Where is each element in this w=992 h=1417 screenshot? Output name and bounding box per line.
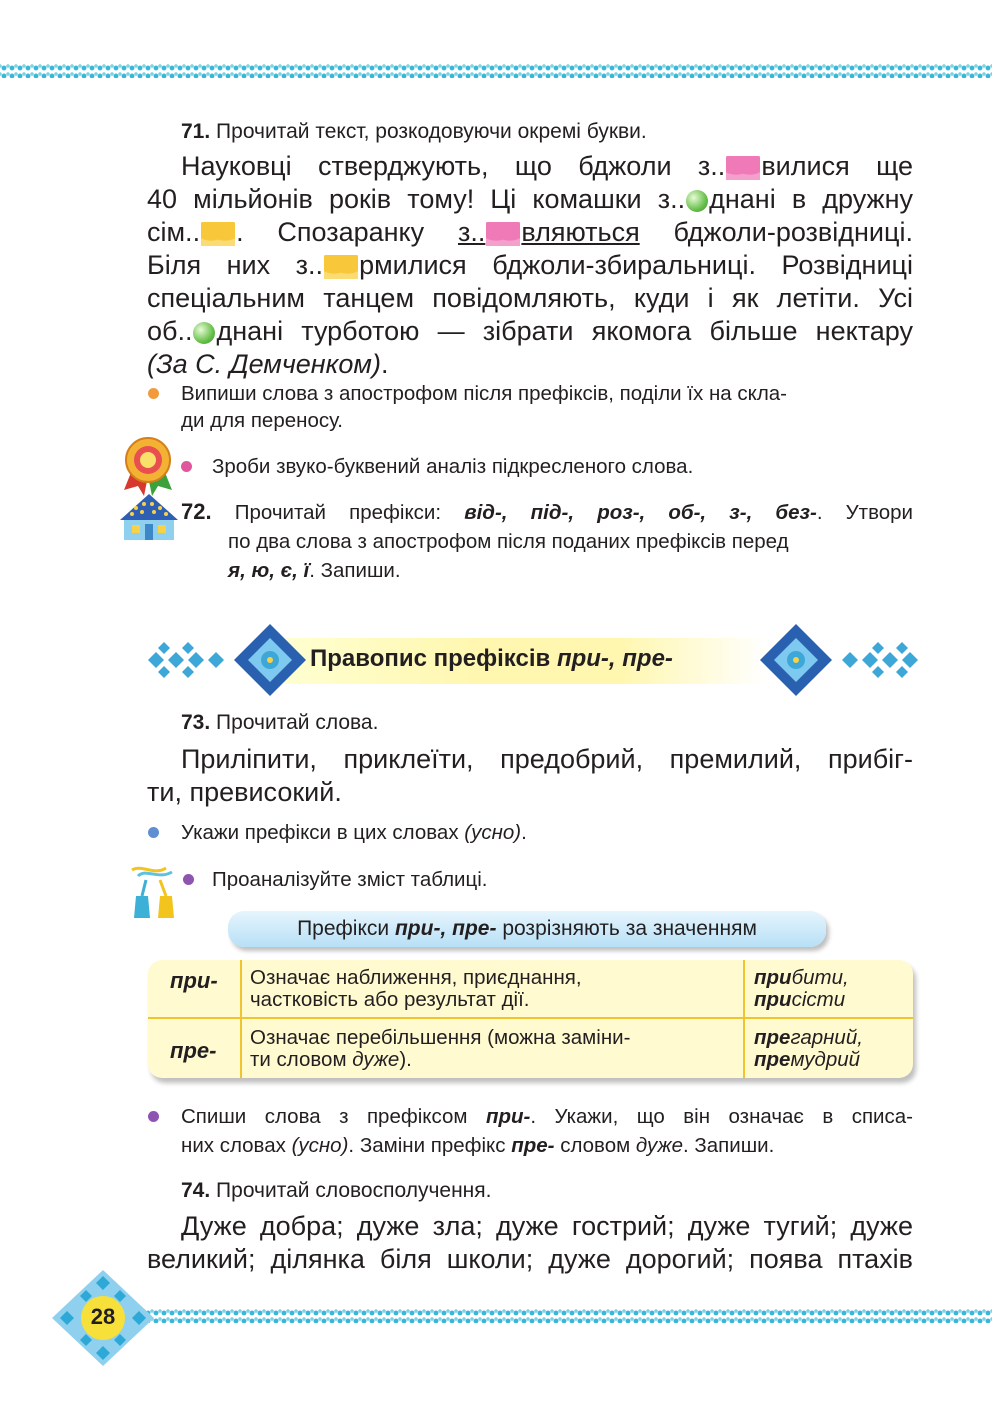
text-fragment: . Запиши. xyxy=(309,559,401,582)
orange-bullet-icon xyxy=(148,388,159,399)
text-fragment: Науковці стверджують, що бджоли з.. xyxy=(181,151,726,181)
example-rest: гарний, xyxy=(790,1026,863,1049)
task-bullet: Зроби звуко-буквений аналіз підкресленого слова. xyxy=(212,455,694,478)
text-fragment: вилися ще xyxy=(761,151,913,181)
text-line xyxy=(181,497,913,527)
text-fragment: об.. xyxy=(147,316,193,346)
medal-icon xyxy=(118,436,178,496)
pink-butterfly-icon xyxy=(726,156,760,180)
table-prefix-cell xyxy=(170,970,218,992)
table-prefix-cell xyxy=(170,1040,216,1062)
text-line: Дуже добра; дуже зла; дуже гострий; дуже тугий; дуже xyxy=(181,1211,913,1241)
top-ornament-border xyxy=(0,64,992,78)
text-fragment: сім.. xyxy=(147,217,201,247)
text-fragment: . xyxy=(521,821,527,844)
right-ornament-icon xyxy=(758,622,928,698)
prefix-label: при- xyxy=(170,968,218,993)
text-line xyxy=(181,556,913,585)
green-ball-icon xyxy=(193,322,215,344)
example-word xyxy=(754,1049,863,1071)
example-rest: сісти xyxy=(791,988,846,1011)
prefix-list: від-, під-, роз-, об-, з-, без- xyxy=(464,501,817,524)
purple-bullet-icon xyxy=(183,874,194,885)
text-fragment: . Утвори xyxy=(816,501,913,524)
text-line: ти, превисокий. xyxy=(147,777,342,807)
purple-bullet-icon xyxy=(148,1111,159,1122)
tassels-icon xyxy=(126,862,182,922)
bottom-ornament-border xyxy=(128,1309,992,1323)
text-fragment: Біля них з.. xyxy=(147,250,324,280)
caption-text: Префікси xyxy=(297,917,390,940)
text-fragment: 40 мільйонів років тому! Ці комашки з.. xyxy=(147,184,686,214)
instruction-text: Прочитай текст, розкодовуючи окремі букви. xyxy=(216,120,647,143)
yellow-butterfly-icon xyxy=(324,255,358,279)
table-meaning-cell xyxy=(250,967,582,1011)
example-rest: бити, xyxy=(791,966,849,989)
text-fragment: ти словом xyxy=(250,1048,347,1071)
example-word xyxy=(754,967,849,989)
text-line xyxy=(147,183,913,216)
exercise-number: 71. xyxy=(181,120,211,143)
bullet-text: Укажи префікси в цих словах xyxy=(181,821,459,844)
exercise-73-instruction xyxy=(181,708,913,738)
table-example-cell xyxy=(754,967,849,1011)
prefix-label: пре- xyxy=(170,1038,217,1063)
heading-text: Правопис префіксів xyxy=(310,645,551,672)
italic-word: дуже xyxy=(635,1134,683,1157)
house-icon xyxy=(116,492,182,542)
text-line: спеціальним танцем повідомляють, куди і як летіти. Усі xyxy=(147,283,913,313)
text-line xyxy=(147,315,913,348)
example-prefix: при xyxy=(754,966,792,989)
exercise-74-instruction xyxy=(181,1176,913,1206)
text-fragment: вляються xyxy=(521,217,640,247)
text-line xyxy=(181,1102,913,1131)
text-fragment: рмилися бджоли-збиральниці. Розвідниці xyxy=(359,250,913,280)
caption-text: розрізняють за значенням xyxy=(502,917,757,940)
exercise-number: 72. xyxy=(181,499,212,524)
text-line xyxy=(147,249,913,282)
pink-bullet-icon xyxy=(181,461,192,472)
exercise-73-words xyxy=(147,743,913,809)
text-fragment: . Запиши. xyxy=(682,1134,775,1157)
green-ball-icon xyxy=(686,190,708,212)
exercise-number: 74. xyxy=(181,1179,211,1202)
text-fragment: з.. xyxy=(457,217,486,247)
bullet-text: Випиши слова з апострофом після префіксів, поділи їх на скла- xyxy=(181,382,788,405)
text-fragment: днані турботою — зібрати якомога більше нектару xyxy=(216,316,913,346)
table-meaning-cell xyxy=(250,1027,630,1071)
exercise-71-text xyxy=(147,150,913,381)
letters-list: я, ю, є, ї xyxy=(228,559,310,582)
source-citation: (За С. Демченком) xyxy=(147,349,381,379)
text-line: Приліпити, приклеїти, предобрий, премилий, прибіг- xyxy=(181,744,913,774)
text-fragment: . Укажи, що він означає в списа- xyxy=(530,1105,913,1128)
exercise-number: 73. xyxy=(181,711,211,734)
meaning-text: Означає наближення, приєднання, xyxy=(250,966,582,989)
text-fragment: . Спозаранку xyxy=(236,217,425,247)
pink-butterfly-icon xyxy=(486,222,520,246)
italic-note: (усно) xyxy=(464,821,522,844)
task-bullet xyxy=(181,380,913,434)
task-bullet xyxy=(181,1102,913,1160)
example-prefix: пре xyxy=(754,1048,791,1071)
text-line: великий; ділянка біля школи; дуже дорогий; поява птахів xyxy=(147,1244,913,1274)
text-fragment: Спиши слова з префіксом xyxy=(181,1105,468,1128)
caption-prefixes: при-, пре- xyxy=(394,917,497,940)
meaning-text: частковість або результат дії. xyxy=(250,988,530,1011)
prefix-inline: при- xyxy=(485,1105,531,1128)
meaning-text xyxy=(250,1049,630,1071)
blue-bullet-icon xyxy=(148,827,159,838)
page-number: 28 xyxy=(90,1304,116,1329)
text-fragment: . Заміни префікс xyxy=(348,1134,506,1157)
exercise-74-text xyxy=(147,1210,913,1276)
text-fragment: бджоли-розвідниці. xyxy=(673,217,913,247)
left-ornament-icon xyxy=(138,622,308,698)
underlined-word xyxy=(458,217,640,247)
table-divider xyxy=(148,1017,913,1019)
text-line: по два слова з апострофом після поданих префіксів перед xyxy=(228,530,789,553)
table-caption xyxy=(228,911,826,947)
prefix-inline: пре- xyxy=(511,1134,555,1157)
text-line xyxy=(147,216,913,249)
prefix-rule-table xyxy=(148,960,913,1078)
text-fragment: них словах xyxy=(181,1134,286,1157)
table-divider xyxy=(743,960,745,1078)
yellow-butterfly-icon xyxy=(201,222,235,246)
example-word xyxy=(754,1027,863,1049)
text-fragment: словом xyxy=(560,1134,631,1157)
text-fragment: Прочитай префікси: xyxy=(234,501,442,524)
task-bullet: Проаналізуйте зміст таблиці. xyxy=(212,868,488,891)
text-line xyxy=(147,348,913,381)
example-prefix: при xyxy=(754,988,792,1011)
instruction-text: Прочитай словосполучення. xyxy=(216,1179,492,1202)
text-fragment: ). xyxy=(399,1048,412,1071)
text-line xyxy=(147,150,913,183)
table-example-cell xyxy=(754,1027,863,1071)
text-line xyxy=(181,1131,913,1160)
exercise-72 xyxy=(181,497,913,585)
text-fragment: . xyxy=(380,349,389,379)
example-word xyxy=(754,989,849,1011)
bullet-text: ди для переносу. xyxy=(181,409,343,432)
table-divider xyxy=(240,960,242,1078)
example-rest: мудрий xyxy=(790,1048,861,1071)
task-bullet xyxy=(181,819,913,846)
heading-italic-text: при-, пре- xyxy=(556,645,673,672)
text-fragment: днані в дружну xyxy=(709,184,913,214)
italic-word: дуже xyxy=(352,1048,400,1071)
section-heading xyxy=(310,645,673,673)
instruction-text: Прочитай слова. xyxy=(216,711,379,734)
example-prefix: пре xyxy=(754,1026,791,1049)
exercise-71-instruction xyxy=(181,117,913,147)
meaning-text: Означає перебільшення (можна заміни- xyxy=(250,1026,631,1049)
italic-note: (усно) xyxy=(291,1134,349,1157)
